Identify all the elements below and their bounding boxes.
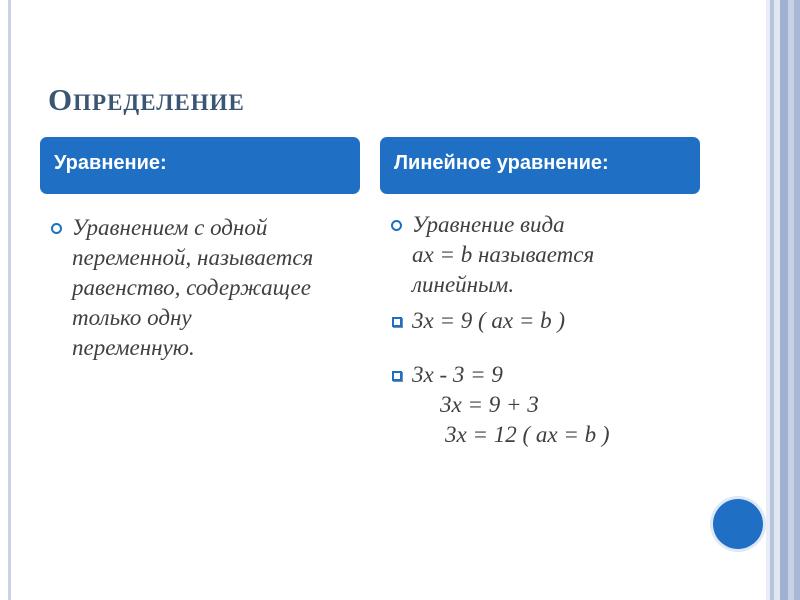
example-2-line: 3x - 3 = 9 bbox=[412, 362, 503, 387]
definition-bullet bbox=[48, 213, 358, 363]
title-first-letter: О bbox=[48, 82, 74, 117]
right-column bbox=[388, 210, 688, 450]
example-2-line: 3x = 12 ( ax = b ) bbox=[445, 422, 610, 447]
example-2-line: 3x = 9 + 3 bbox=[440, 392, 539, 417]
definition-line: только одну bbox=[72, 305, 192, 330]
square-bullet-icon bbox=[392, 317, 402, 327]
definition-line: Уравнением с одной bbox=[72, 215, 268, 240]
title-rest: ПРЕДЕЛЕНИЕ bbox=[73, 90, 245, 115]
linear-definition-line: ax = b называется bbox=[412, 242, 595, 267]
square-bullet-icon bbox=[392, 371, 402, 381]
example-1-bullet bbox=[388, 306, 688, 336]
header-linear-equation: Линейное уравнение: bbox=[380, 137, 700, 194]
definition-line: равенство, содержащее bbox=[72, 275, 311, 300]
right-frame-stripes bbox=[766, 0, 800, 600]
header-equation: Уравнение: bbox=[40, 137, 360, 194]
slide-navigation-circle[interactable] bbox=[713, 499, 763, 549]
slide-title bbox=[48, 82, 245, 118]
linear-definition-bullet bbox=[388, 210, 688, 300]
left-frame-border bbox=[0, 0, 11, 600]
left-column bbox=[48, 213, 358, 363]
example-2-bullet bbox=[388, 360, 688, 450]
definition-line: переменной, называется bbox=[72, 245, 314, 270]
definition-line: переменную. bbox=[72, 335, 195, 360]
example-1: 3x = 9 ( ax = b ) bbox=[412, 308, 566, 333]
ring-bullet-icon bbox=[51, 223, 62, 234]
linear-definition-line: Уравнение вида bbox=[412, 212, 565, 237]
ring-bullet-icon bbox=[391, 220, 402, 231]
linear-definition-line: линейным. bbox=[412, 272, 515, 297]
